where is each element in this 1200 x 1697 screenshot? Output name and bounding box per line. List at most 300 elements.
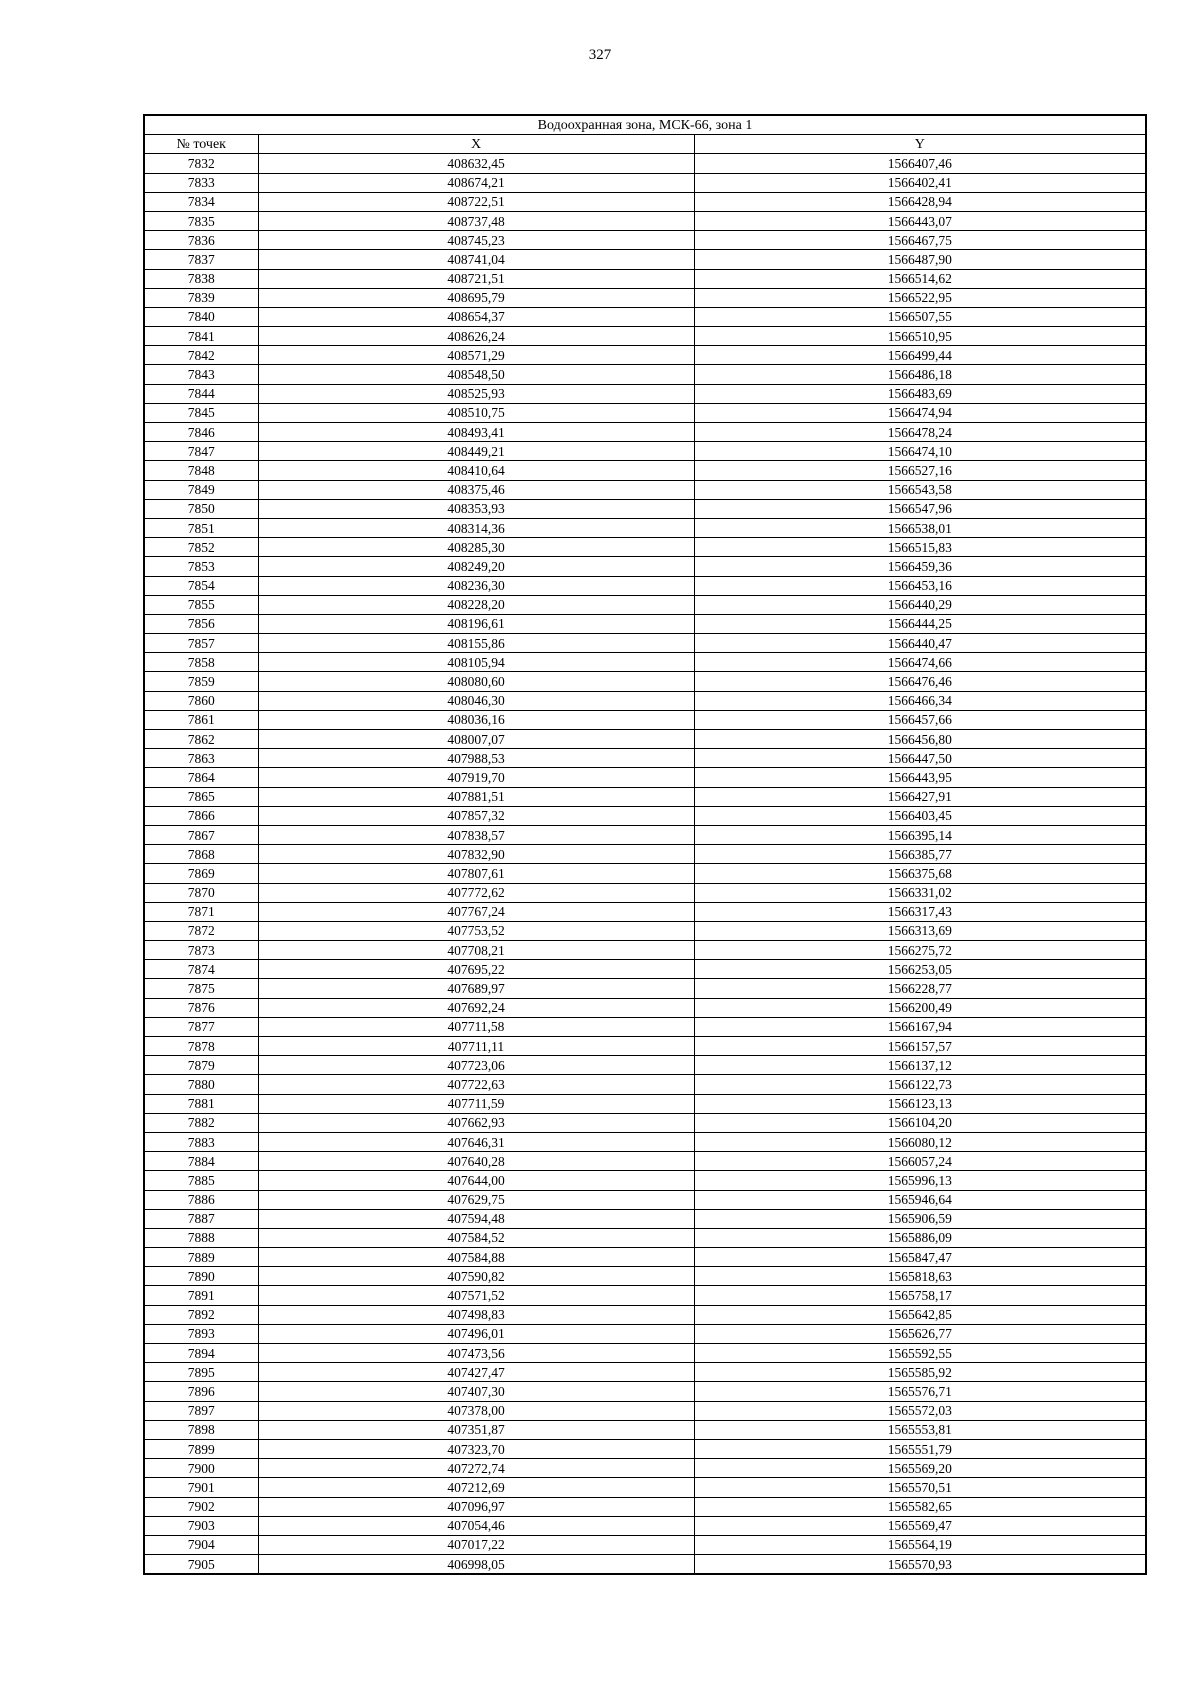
table-row bbox=[144, 346, 1146, 365]
table-row bbox=[144, 1209, 1146, 1228]
table-row bbox=[144, 614, 1146, 633]
cell-y: 1565818,63 bbox=[694, 1267, 1146, 1286]
cell-x: 408745,23 bbox=[258, 231, 694, 250]
table-row bbox=[144, 1190, 1146, 1209]
cell-y: 1566478,24 bbox=[694, 423, 1146, 442]
cell-point-number: 7871 bbox=[144, 902, 258, 921]
cell-x: 408674,21 bbox=[258, 173, 694, 192]
cell-x: 407708,21 bbox=[258, 941, 694, 960]
table-row bbox=[144, 231, 1146, 250]
cell-point-number: 7851 bbox=[144, 518, 258, 537]
cell-point-number: 7837 bbox=[144, 250, 258, 269]
cell-y: 1566486,18 bbox=[694, 365, 1146, 384]
cell-y: 1565626,77 bbox=[694, 1324, 1146, 1343]
cell-y: 1566407,46 bbox=[694, 154, 1146, 173]
cell-point-number: 7893 bbox=[144, 1324, 258, 1343]
cell-x: 408654,37 bbox=[258, 307, 694, 326]
table-title: Водоохранная зона, МСК-66, зона 1 bbox=[144, 115, 1146, 135]
cell-y: 1565758,17 bbox=[694, 1286, 1146, 1305]
cell-y: 1566514,62 bbox=[694, 269, 1146, 288]
cell-y: 1566317,43 bbox=[694, 902, 1146, 921]
cell-y: 1565592,55 bbox=[694, 1344, 1146, 1363]
table-row bbox=[144, 787, 1146, 806]
table-row bbox=[144, 154, 1146, 173]
table-row bbox=[144, 979, 1146, 998]
table-row bbox=[144, 1555, 1146, 1575]
table-row bbox=[144, 211, 1146, 230]
cell-point-number: 7845 bbox=[144, 403, 258, 422]
cell-x: 408155,86 bbox=[258, 634, 694, 653]
cell-point-number: 7888 bbox=[144, 1228, 258, 1247]
cell-x: 408493,41 bbox=[258, 423, 694, 442]
cell-y: 1566275,72 bbox=[694, 941, 1146, 960]
cell-x: 408375,46 bbox=[258, 480, 694, 499]
table-row bbox=[144, 1535, 1146, 1554]
cell-point-number: 7878 bbox=[144, 1037, 258, 1056]
table-row bbox=[144, 1248, 1146, 1267]
table-row bbox=[144, 1401, 1146, 1420]
cell-point-number: 7872 bbox=[144, 921, 258, 940]
cell-y: 1566466,34 bbox=[694, 691, 1146, 710]
cell-x: 407919,70 bbox=[258, 768, 694, 787]
cell-point-number: 7892 bbox=[144, 1305, 258, 1324]
cell-point-number: 7900 bbox=[144, 1459, 258, 1478]
cell-y: 1566527,16 bbox=[694, 461, 1146, 480]
cell-y: 1566457,66 bbox=[694, 710, 1146, 729]
table-row bbox=[144, 921, 1146, 940]
cell-point-number: 7877 bbox=[144, 1017, 258, 1036]
table-row bbox=[144, 403, 1146, 422]
cell-y: 1565551,79 bbox=[694, 1439, 1146, 1458]
cell-y: 1565576,71 bbox=[694, 1382, 1146, 1401]
cell-x: 408737,48 bbox=[258, 211, 694, 230]
table-row bbox=[144, 1286, 1146, 1305]
table-row bbox=[144, 825, 1146, 844]
cell-point-number: 7890 bbox=[144, 1267, 258, 1286]
table-row bbox=[144, 1324, 1146, 1343]
cell-point-number: 7861 bbox=[144, 710, 258, 729]
table-header-row bbox=[144, 135, 1146, 154]
cell-x: 408571,29 bbox=[258, 346, 694, 365]
cell-y: 1565996,13 bbox=[694, 1171, 1146, 1190]
cell-y: 1565906,59 bbox=[694, 1209, 1146, 1228]
cell-point-number: 7901 bbox=[144, 1478, 258, 1497]
table-row bbox=[144, 672, 1146, 691]
cell-y: 1566487,90 bbox=[694, 250, 1146, 269]
table-row bbox=[144, 634, 1146, 653]
cell-y: 1566200,49 bbox=[694, 998, 1146, 1017]
table-row bbox=[144, 710, 1146, 729]
cell-y: 1566122,73 bbox=[694, 1075, 1146, 1094]
table-row bbox=[144, 1382, 1146, 1401]
cell-x: 408722,51 bbox=[258, 192, 694, 211]
cell-x: 407590,82 bbox=[258, 1267, 694, 1286]
cell-point-number: 7855 bbox=[144, 595, 258, 614]
table-row bbox=[144, 1037, 1146, 1056]
cell-y: 1566443,95 bbox=[694, 768, 1146, 787]
cell-y: 1565585,92 bbox=[694, 1363, 1146, 1382]
cell-x: 407473,56 bbox=[258, 1344, 694, 1363]
cell-point-number: 7834 bbox=[144, 192, 258, 211]
cell-x: 408695,79 bbox=[258, 288, 694, 307]
cell-x: 407857,32 bbox=[258, 806, 694, 825]
table-row bbox=[144, 1267, 1146, 1286]
cell-x: 407711,59 bbox=[258, 1094, 694, 1113]
cell-point-number: 7860 bbox=[144, 691, 258, 710]
cell-point-number: 7862 bbox=[144, 730, 258, 749]
cell-x: 407584,88 bbox=[258, 1248, 694, 1267]
cell-point-number: 7833 bbox=[144, 173, 258, 192]
table-row bbox=[144, 461, 1146, 480]
cell-x: 408105,94 bbox=[258, 653, 694, 672]
cell-y: 1566104,20 bbox=[694, 1113, 1146, 1132]
cell-point-number: 7873 bbox=[144, 941, 258, 960]
cell-x: 407711,11 bbox=[258, 1037, 694, 1056]
table-row bbox=[144, 1305, 1146, 1324]
cell-y: 1566515,83 bbox=[694, 538, 1146, 557]
cell-point-number: 7864 bbox=[144, 768, 258, 787]
cell-x: 408249,20 bbox=[258, 557, 694, 576]
table-row bbox=[144, 1056, 1146, 1075]
table-row bbox=[144, 1420, 1146, 1439]
table-row bbox=[144, 576, 1146, 595]
cell-point-number: 7859 bbox=[144, 672, 258, 691]
table-row bbox=[144, 768, 1146, 787]
cell-x: 407881,51 bbox=[258, 787, 694, 806]
cell-y: 1566499,44 bbox=[694, 346, 1146, 365]
table-row bbox=[144, 845, 1146, 864]
cell-x: 408196,61 bbox=[258, 614, 694, 633]
cell-x: 407212,69 bbox=[258, 1478, 694, 1497]
table-row bbox=[144, 960, 1146, 979]
cell-point-number: 7858 bbox=[144, 653, 258, 672]
cell-point-number: 7886 bbox=[144, 1190, 258, 1209]
table-row bbox=[144, 1439, 1146, 1458]
cell-point-number: 7903 bbox=[144, 1516, 258, 1535]
cell-y: 1566403,45 bbox=[694, 806, 1146, 825]
cell-x: 408410,64 bbox=[258, 461, 694, 480]
cell-point-number: 7896 bbox=[144, 1382, 258, 1401]
cell-x: 408510,75 bbox=[258, 403, 694, 422]
cell-y: 1566428,94 bbox=[694, 192, 1146, 211]
cell-point-number: 7887 bbox=[144, 1209, 258, 1228]
table-row bbox=[144, 499, 1146, 518]
cell-y: 1566476,46 bbox=[694, 672, 1146, 691]
cell-x: 407722,63 bbox=[258, 1075, 694, 1094]
cell-x: 408080,60 bbox=[258, 672, 694, 691]
cell-y: 1565642,85 bbox=[694, 1305, 1146, 1324]
cell-x: 408007,07 bbox=[258, 730, 694, 749]
cell-y: 1566395,14 bbox=[694, 825, 1146, 844]
table-row bbox=[144, 998, 1146, 1017]
cell-point-number: 7895 bbox=[144, 1363, 258, 1382]
table-row bbox=[144, 327, 1146, 346]
table-row bbox=[144, 941, 1146, 960]
cell-x: 407689,97 bbox=[258, 979, 694, 998]
cell-point-number: 7904 bbox=[144, 1535, 258, 1554]
cell-x: 407054,46 bbox=[258, 1516, 694, 1535]
cell-y: 1566538,01 bbox=[694, 518, 1146, 537]
cell-point-number: 7852 bbox=[144, 538, 258, 557]
cell-point-number: 7842 bbox=[144, 346, 258, 365]
cell-point-number: 7902 bbox=[144, 1497, 258, 1516]
cell-y: 1565570,93 bbox=[694, 1555, 1146, 1575]
cell-x: 408228,20 bbox=[258, 595, 694, 614]
column-header-x: X bbox=[258, 135, 694, 154]
cell-x: 407711,58 bbox=[258, 1017, 694, 1036]
cell-y: 1566402,41 bbox=[694, 173, 1146, 192]
table-row bbox=[144, 1516, 1146, 1535]
cell-point-number: 7905 bbox=[144, 1555, 258, 1575]
cell-x: 407767,24 bbox=[258, 902, 694, 921]
cell-y: 1566427,91 bbox=[694, 787, 1146, 806]
table-row bbox=[144, 480, 1146, 499]
cell-y: 1565572,03 bbox=[694, 1401, 1146, 1420]
cell-point-number: 7891 bbox=[144, 1286, 258, 1305]
cell-x: 407753,52 bbox=[258, 921, 694, 940]
cell-x: 408449,21 bbox=[258, 442, 694, 461]
column-header-y: Y bbox=[694, 135, 1146, 154]
cell-y: 1566443,07 bbox=[694, 211, 1146, 230]
cell-x: 407272,74 bbox=[258, 1459, 694, 1478]
cell-y: 1566507,55 bbox=[694, 307, 1146, 326]
cell-x: 407096,97 bbox=[258, 1497, 694, 1516]
cell-x: 408314,36 bbox=[258, 518, 694, 537]
cell-point-number: 7843 bbox=[144, 365, 258, 384]
cell-point-number: 7885 bbox=[144, 1171, 258, 1190]
cell-point-number: 7870 bbox=[144, 883, 258, 902]
cell-x: 408721,51 bbox=[258, 269, 694, 288]
cell-x: 407772,62 bbox=[258, 883, 694, 902]
cell-point-number: 7866 bbox=[144, 806, 258, 825]
cell-point-number: 7856 bbox=[144, 614, 258, 633]
cell-y: 1566137,12 bbox=[694, 1056, 1146, 1075]
cell-y: 1566522,95 bbox=[694, 288, 1146, 307]
cell-x: 407838,57 bbox=[258, 825, 694, 844]
page-number: 327 bbox=[588, 47, 612, 63]
cell-y: 1565946,64 bbox=[694, 1190, 1146, 1209]
table-row bbox=[144, 1171, 1146, 1190]
cell-point-number: 7847 bbox=[144, 442, 258, 461]
cell-x: 408548,50 bbox=[258, 365, 694, 384]
cell-y: 1566157,57 bbox=[694, 1037, 1146, 1056]
cell-y: 1566474,94 bbox=[694, 403, 1146, 422]
table-row bbox=[144, 1228, 1146, 1247]
cell-point-number: 7865 bbox=[144, 787, 258, 806]
cell-point-number: 7889 bbox=[144, 1248, 258, 1267]
table-row bbox=[144, 902, 1146, 921]
table-row bbox=[144, 883, 1146, 902]
coordinates-table bbox=[143, 114, 1147, 1575]
table-body bbox=[144, 154, 1146, 1574]
table-row bbox=[144, 1132, 1146, 1151]
cell-y: 1565569,47 bbox=[694, 1516, 1146, 1535]
cell-point-number: 7894 bbox=[144, 1344, 258, 1363]
cell-point-number: 7832 bbox=[144, 154, 258, 173]
cell-point-number: 7840 bbox=[144, 307, 258, 326]
cell-point-number: 7883 bbox=[144, 1132, 258, 1151]
cell-x: 407594,48 bbox=[258, 1209, 694, 1228]
cell-y: 1566057,24 bbox=[694, 1152, 1146, 1171]
cell-point-number: 7881 bbox=[144, 1094, 258, 1113]
cell-y: 1566167,94 bbox=[694, 1017, 1146, 1036]
table-row bbox=[144, 173, 1146, 192]
cell-y: 1566474,10 bbox=[694, 442, 1146, 461]
cell-y: 1565569,20 bbox=[694, 1459, 1146, 1478]
table-row bbox=[144, 288, 1146, 307]
cell-point-number: 7844 bbox=[144, 384, 258, 403]
table-row bbox=[144, 749, 1146, 768]
table-row bbox=[144, 864, 1146, 883]
cell-point-number: 7880 bbox=[144, 1075, 258, 1094]
cell-y: 1566375,68 bbox=[694, 864, 1146, 883]
cell-point-number: 7867 bbox=[144, 825, 258, 844]
cell-y: 1566447,50 bbox=[694, 749, 1146, 768]
cell-point-number: 7857 bbox=[144, 634, 258, 653]
table-row bbox=[144, 806, 1146, 825]
table-row bbox=[144, 307, 1146, 326]
cell-y: 1566331,02 bbox=[694, 883, 1146, 902]
cell-point-number: 7835 bbox=[144, 211, 258, 230]
cell-y: 1566228,77 bbox=[694, 979, 1146, 998]
cell-x: 406998,05 bbox=[258, 1555, 694, 1575]
cell-point-number: 7853 bbox=[144, 557, 258, 576]
cell-y: 1566444,25 bbox=[694, 614, 1146, 633]
cell-x: 407407,30 bbox=[258, 1382, 694, 1401]
cell-point-number: 7897 bbox=[144, 1401, 258, 1420]
cell-point-number: 7874 bbox=[144, 960, 258, 979]
cell-y: 1566467,75 bbox=[694, 231, 1146, 250]
cell-point-number: 7849 bbox=[144, 480, 258, 499]
cell-point-number: 7836 bbox=[144, 231, 258, 250]
cell-y: 1566440,29 bbox=[694, 595, 1146, 614]
cell-point-number: 7899 bbox=[144, 1439, 258, 1458]
table-row bbox=[144, 1017, 1146, 1036]
cell-x: 408236,30 bbox=[258, 576, 694, 595]
table-row bbox=[144, 538, 1146, 557]
cell-point-number: 7839 bbox=[144, 288, 258, 307]
cell-y: 1566510,95 bbox=[694, 327, 1146, 346]
cell-point-number: 7875 bbox=[144, 979, 258, 998]
cell-x: 408632,45 bbox=[258, 154, 694, 173]
table-row bbox=[144, 1152, 1146, 1171]
table-row bbox=[144, 1363, 1146, 1382]
cell-x: 407498,83 bbox=[258, 1305, 694, 1324]
cell-x: 407723,06 bbox=[258, 1056, 694, 1075]
cell-x: 407496,01 bbox=[258, 1324, 694, 1343]
table-row bbox=[144, 653, 1146, 672]
cell-point-number: 7898 bbox=[144, 1420, 258, 1439]
cell-point-number: 7848 bbox=[144, 461, 258, 480]
cell-point-number: 7879 bbox=[144, 1056, 258, 1075]
cell-y: 1566385,77 bbox=[694, 845, 1146, 864]
cell-x: 408285,30 bbox=[258, 538, 694, 557]
cell-x: 407988,53 bbox=[258, 749, 694, 768]
cell-x: 407662,93 bbox=[258, 1113, 694, 1132]
table-row bbox=[144, 423, 1146, 442]
cell-x: 408741,04 bbox=[258, 250, 694, 269]
cell-y: 1565570,51 bbox=[694, 1478, 1146, 1497]
table-row bbox=[144, 442, 1146, 461]
table-row bbox=[144, 1113, 1146, 1132]
cell-x: 407832,90 bbox=[258, 845, 694, 864]
table-row bbox=[144, 557, 1146, 576]
table-row bbox=[144, 1075, 1146, 1094]
cell-point-number: 7868 bbox=[144, 845, 258, 864]
cell-x: 407629,75 bbox=[258, 1190, 694, 1209]
cell-y: 1566459,36 bbox=[694, 557, 1146, 576]
cell-point-number: 7882 bbox=[144, 1113, 258, 1132]
cell-y: 1565553,81 bbox=[694, 1420, 1146, 1439]
cell-point-number: 7846 bbox=[144, 423, 258, 442]
cell-y: 1566453,16 bbox=[694, 576, 1146, 595]
cell-point-number: 7841 bbox=[144, 327, 258, 346]
cell-x: 407695,22 bbox=[258, 960, 694, 979]
table-row bbox=[144, 269, 1146, 288]
cell-y: 1566313,69 bbox=[694, 921, 1146, 940]
table-row bbox=[144, 595, 1146, 614]
column-header-point-number: № точек bbox=[144, 135, 258, 154]
table-row bbox=[144, 1459, 1146, 1478]
cell-x: 407584,52 bbox=[258, 1228, 694, 1247]
cell-y: 1566080,12 bbox=[694, 1132, 1146, 1151]
cell-x: 407644,00 bbox=[258, 1171, 694, 1190]
cell-point-number: 7869 bbox=[144, 864, 258, 883]
cell-x: 407692,24 bbox=[258, 998, 694, 1017]
table-row bbox=[144, 730, 1146, 749]
cell-x: 407427,47 bbox=[258, 1363, 694, 1382]
cell-x: 407378,00 bbox=[258, 1401, 694, 1420]
cell-y: 1566474,66 bbox=[694, 653, 1146, 672]
table-row bbox=[144, 365, 1146, 384]
table-row bbox=[144, 1497, 1146, 1516]
cell-y: 1566543,58 bbox=[694, 480, 1146, 499]
table-row bbox=[144, 518, 1146, 537]
cell-x: 408626,24 bbox=[258, 327, 694, 346]
cell-y: 1566123,13 bbox=[694, 1094, 1146, 1113]
cell-x: 407571,52 bbox=[258, 1286, 694, 1305]
coordinates-table-container bbox=[143, 114, 1145, 1575]
cell-x: 408046,30 bbox=[258, 691, 694, 710]
table-row bbox=[144, 691, 1146, 710]
cell-x: 408353,93 bbox=[258, 499, 694, 518]
table-row bbox=[144, 1478, 1146, 1497]
cell-x: 407351,87 bbox=[258, 1420, 694, 1439]
table-row bbox=[144, 192, 1146, 211]
cell-x: 407640,28 bbox=[258, 1152, 694, 1171]
table-title-row bbox=[144, 115, 1146, 135]
table-row bbox=[144, 1094, 1146, 1113]
cell-y: 1565847,47 bbox=[694, 1248, 1146, 1267]
cell-y: 1566547,96 bbox=[694, 499, 1146, 518]
table-row bbox=[144, 250, 1146, 269]
cell-y: 1566456,80 bbox=[694, 730, 1146, 749]
cell-point-number: 7863 bbox=[144, 749, 258, 768]
cell-y: 1565582,65 bbox=[694, 1497, 1146, 1516]
cell-y: 1565886,09 bbox=[694, 1228, 1146, 1247]
cell-y: 1565564,19 bbox=[694, 1535, 1146, 1554]
cell-point-number: 7854 bbox=[144, 576, 258, 595]
cell-y: 1566253,05 bbox=[694, 960, 1146, 979]
cell-x: 407646,31 bbox=[258, 1132, 694, 1151]
cell-y: 1566440,47 bbox=[694, 634, 1146, 653]
table-row bbox=[144, 384, 1146, 403]
cell-point-number: 7850 bbox=[144, 499, 258, 518]
cell-x: 408036,16 bbox=[258, 710, 694, 729]
cell-y: 1566483,69 bbox=[694, 384, 1146, 403]
cell-point-number: 7876 bbox=[144, 998, 258, 1017]
cell-point-number: 7884 bbox=[144, 1152, 258, 1171]
